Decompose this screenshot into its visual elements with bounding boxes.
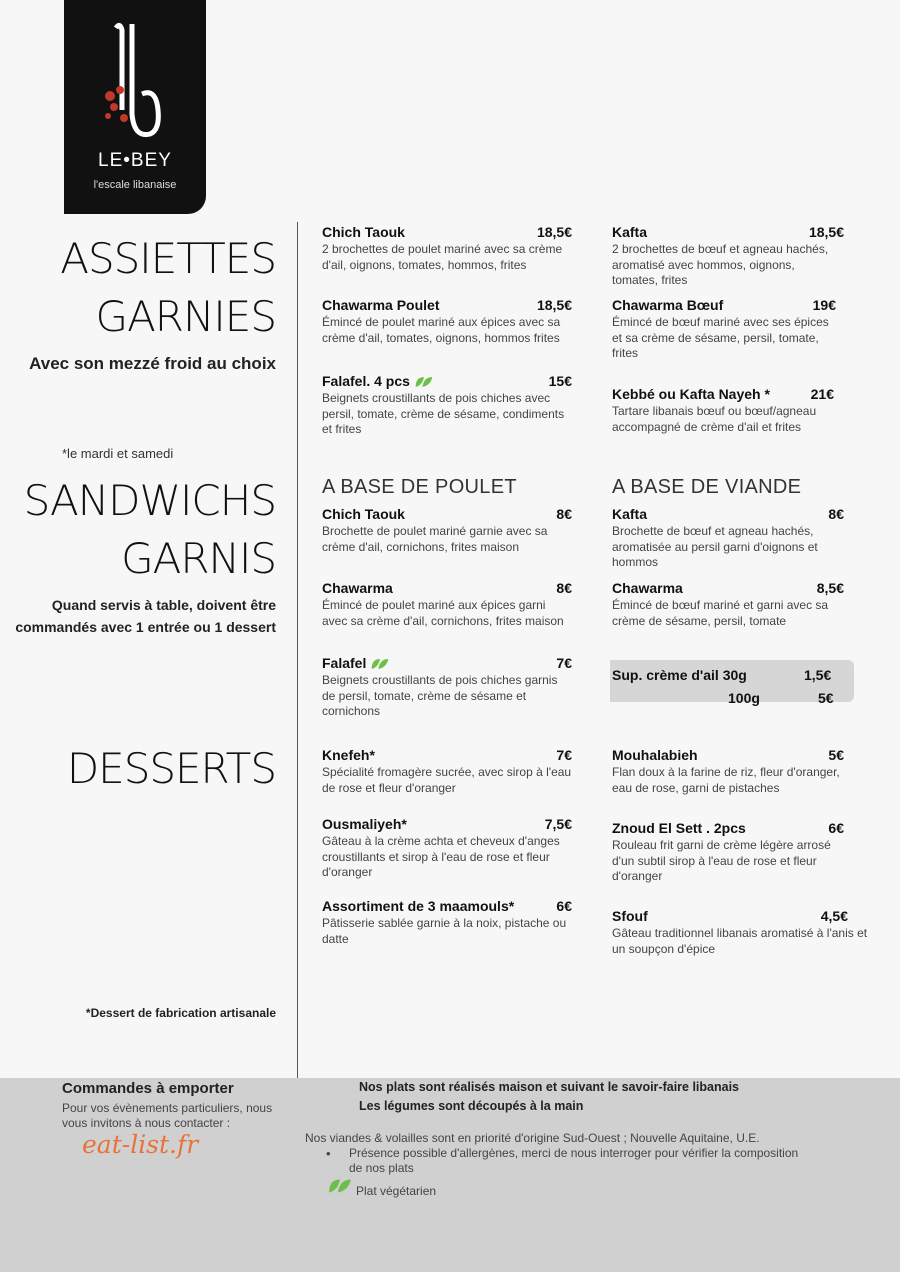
supplement-label-2: 100g [728,690,760,706]
item-price: 15€ [548,373,572,389]
supplement-price-2: 5€ [818,690,834,706]
sandwichs-title-2: GARNIS [121,534,276,583]
item-desc: Spécialité fromagère sucrée, avec sirop à l'eau de rose et fleur d'oranger [322,765,572,795]
footer-origin: Nos viandes & volailles sont en priorité d'origine Sud-Ouest ; Nouvelle Aquitaine, U.E. [305,1131,760,1145]
item-name: Znoud El Sett . 2pcs [612,820,746,836]
item-price: 18,5€ [536,224,572,240]
logo-tagline: l'escale libanaise [93,179,177,191]
desserts-note: *Dessert de fabrication artisanale [85,1006,276,1020]
item-price: 18,5€ [808,224,844,240]
item-price: 18,5€ [536,297,572,313]
footer-bold-2: Les légumes sont découpés à la main [359,1099,584,1113]
item-desc: 2 brochettes de bœuf et agneau hachés, aromatisé avec hommos, oignons, tomates, frites [612,242,829,287]
item-name: Knefeh* [322,747,375,763]
item-desc: Flan doux à la farine de riz, fleur d'oranger, eau de rose, garni de pistaches [612,765,840,795]
item-name: Falafel [322,655,367,671]
item-price: 7€ [556,747,572,763]
item-price: 7€ [556,655,572,671]
sandwichs-pre-note: *le mardi et samedi [62,446,174,461]
item-desc: Brochette de poulet mariné garnie avec sa crème d'ail, cornichons, frites maison [322,524,548,554]
item-price: 8€ [556,506,572,522]
footer-allergens: Présence possible d'allergènes, merci de nous interroger pour vérifier la composition de nos plats [349,1146,799,1175]
footer-bold-1: Nos plats sont réalisés maison et suivant le savoir-faire libanais [359,1080,740,1094]
menu-item [322,747,572,796]
menu-item [612,506,844,571]
poulet-heading: A BASE DE POULET [322,476,517,498]
item-desc: 2 brochettes de poulet mariné avec sa crème d'ail, oignons, tomates, hommos, frites [322,242,563,272]
item-name: Chawarma [322,580,393,596]
logo-name: LE•BEY [98,150,172,171]
vegetarian-leaf-icon [414,375,434,389]
bullet-icon: • [326,1146,331,1161]
supplement-label: Sup. crème d'ail 30g [612,667,747,683]
item-desc: Émincé de poulet mariné aux épices avec sa crème d'ail, tomates, oignons, hommos frites [322,315,561,345]
item-desc: Gâteau traditionnel libanais aromatisé à l'anis et un soupçon d'épice [612,926,868,956]
item-name: Chawarma Bœuf [612,297,724,313]
supplement-price-1: 1,5€ [804,667,832,683]
menu-item [322,655,572,720]
menu-item [612,747,844,796]
menu-item [322,580,572,629]
logo-mark-icon [64,18,206,148]
takeaway-title: Commandes à emporter [62,1080,234,1097]
item-desc: Gâteau à la crème achta et cheveux d'anges croustillants et sirop à l'eau de rose et fleur d'oranger [322,834,560,879]
item-price: 7,5€ [544,816,572,832]
item-name: Chich Taouk [322,506,405,522]
item-name: Falafel. 4 pcs [322,373,410,389]
menu-item [322,898,572,947]
item-desc: Brochette de bœuf et agneau hachés, aromatisée au persil garni d'oignons et hommos [612,524,818,569]
assiettes-note: Avec son mezzé froid au choix [29,354,276,373]
item-desc: Tartare libanais bœuf ou bœuf/agneau accompagné de crème d'ail et frites [612,404,817,434]
vegetarian-leaf-icon [327,1177,353,1195]
item-desc: Beignets croustillants de pois chiches avec persil, tomate, crème de sésame, condiments et frites [322,391,565,437]
item-name: Assortiment de 3 maamouls* [322,898,515,914]
item-name: Chawarma [612,580,683,596]
item-name: Ousmaliyeh* [322,816,407,832]
item-name: Kafta [612,224,648,240]
menu-item [612,297,836,362]
item-price: 8€ [556,580,572,596]
assiettes-title-2: GARNIES [95,292,276,341]
item-price: 6€ [556,898,572,914]
menu-item [322,224,572,273]
menu-item [612,224,844,289]
item-desc: Émincé de bœuf mariné avec ses épices et sa crème de sésame, persil, tomate, frites [612,315,829,360]
menu-item [612,908,870,957]
takeaway-contact: Pour vos évènements particuliers, nous vous invitons à nous contacter : [62,1101,273,1130]
item-price: 4,5€ [820,908,848,924]
item-price: 6€ [828,820,844,836]
column-divider [297,222,298,1078]
item-price: 5€ [828,747,844,763]
menu-item [322,506,572,555]
item-name: Sfouf [612,908,648,924]
item-desc: Rouleau frit garni de crème légère arrosé d'un subtil sirop à l'eau de rose et fleur d'oranger [612,838,831,883]
item-desc: Émincé de poulet mariné aux épices garni avec sa crème d'ail, cornichons, frites maison [322,598,564,628]
item-price: 21€ [810,386,834,402]
item-price: 8€ [828,506,844,522]
menu-item [322,816,572,881]
item-name: Kebbé ou Kafta Nayeh * [612,386,770,402]
watermark: eat-list.fr [82,1130,199,1159]
vegetarian-leaf-icon [370,657,390,671]
item-name: Chich Taouk [322,224,405,240]
item-price: 19€ [812,297,836,313]
logo [64,0,206,214]
menu-item [612,386,834,435]
item-name: Chawarma Poulet [322,297,440,313]
menu-item [612,820,844,885]
sandwichs-title-1: SANDWICHS [23,476,276,525]
item-name: Mouhalabieh [612,747,698,763]
footer-veg: Plat végétarien [356,1184,437,1198]
menu-item [322,373,572,438]
menu-item [322,297,572,346]
item-price: 8,5€ [816,580,844,596]
item-desc: Émincé de bœuf mariné et garni avec sa crème de sésame, persil, tomate [612,598,829,628]
viande-heading: A BASE DE VIANDE [612,476,802,498]
item-desc: Pâtisserie sablée garnie à la noix, pistache ou datte [322,916,567,946]
assiettes-title-1: ASSIETTES [60,234,276,283]
item-desc: Beignets croustillants de pois chiches garnis de persil, tomate, crème de sésame et cornichons [322,673,558,719]
sandwichs-note: Quand servis à table, doivent être commandés avec 1 entrée ou 1 dessert [15,597,276,635]
desserts-title: DESSERTS [66,744,276,793]
item-name: Kafta [612,506,648,522]
menu-item [612,580,844,629]
